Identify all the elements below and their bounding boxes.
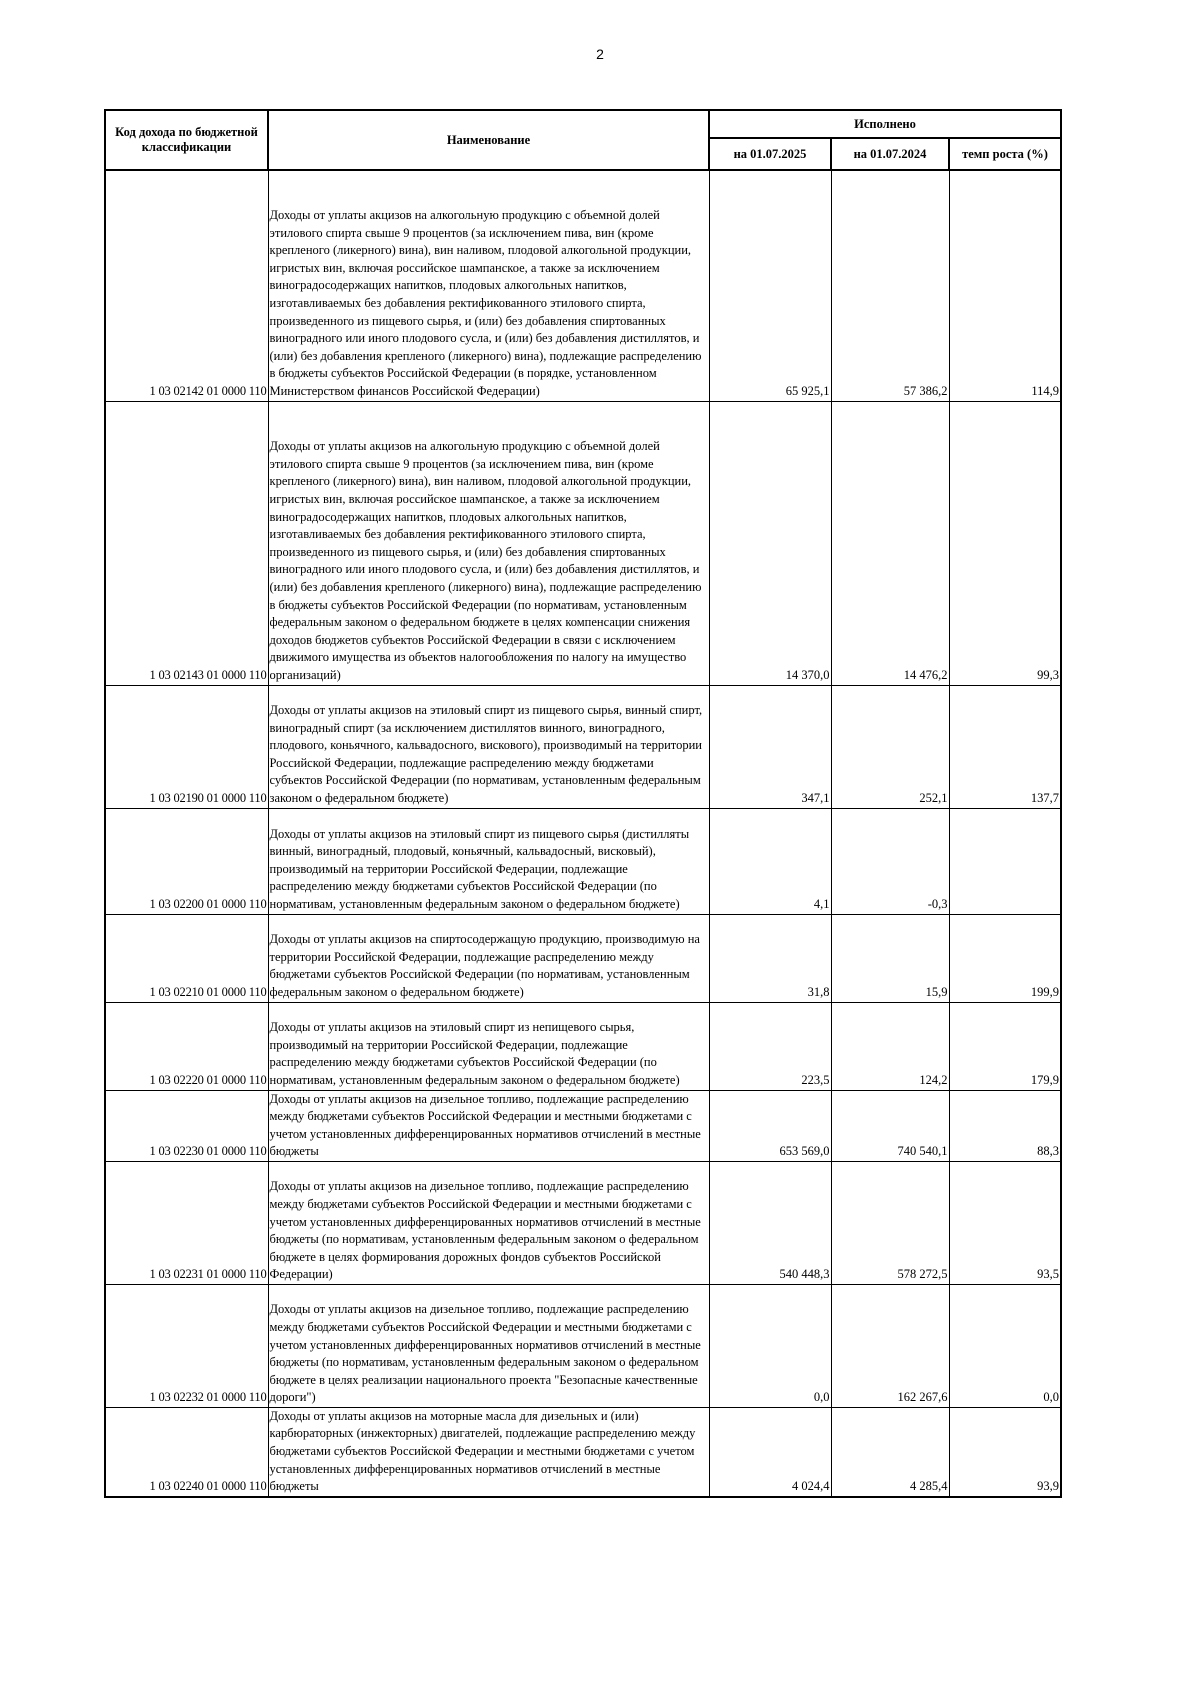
table-row [105,685,1061,808]
row-value-2025: 65 925,1 [709,170,831,401]
row-name: Доходы от уплаты акцизов на алкогольную продукцию с объемной долей этилового спирта свыше 9 процентов (за исключением пива, вин (кроме крепленого (ликерного) вина), вин наливом, плодовой алкогольной продукции, игристых вин, включая российское шампанское, а также за исключением виноградосодержащих напитков, плодовых алкогольных напитков, изготавливаемых без добавления ректификованного этилового спирта, произведенного из пищевого сырья, и (или) без добавления спиртованных виноградного или иного плодового сусла, и (или) без добавления дистиллятов, и (или) без добавления крепленого (ликерного) вина), подлежащие распределению в бюджеты субъектов Российской Федерации (по нормативам, установленным федеральным законом о федеральном бюджете в целях компенсации снижения доходов бюджетов субъектов Российской Федерации в связи с исключением движимого имущества из объектов налогообложения по налогу на имущество организаций) [268,401,709,685]
header-code: Код дохода по бюджетной классификации [105,110,268,170]
row-code: 1 03 02143 01 0000 110 [105,401,268,685]
row-name: Доходы от уплаты акцизов на дизельное топливо, подлежащие распределению между бюджетами субъектов Российской Федерации и местными бюджетами с учетом установленных дифференцированных нормативов отчислений в местные бюджеты (по нормативам, установленным федеральным законом о федеральном бюджете в целях формирования дорожных фондов субъектов Российской Федерации) [268,1161,709,1284]
row-growth: 179,9 [949,1002,1061,1090]
row-code: 1 03 02232 01 0000 110 [105,1284,268,1407]
row-code: 1 03 02220 01 0000 110 [105,1002,268,1090]
row-growth: 93,9 [949,1407,1061,1496]
row-value-2024: 14 476,2 [831,401,949,685]
row-value-2024: 740 540,1 [831,1090,949,1161]
row-growth: 99,3 [949,401,1061,685]
row-code: 1 03 02190 01 0000 110 [105,685,268,808]
row-code: 1 03 02230 01 0000 110 [105,1090,268,1161]
row-value-2025: 14 370,0 [709,401,831,685]
table-row [105,1284,1061,1407]
row-value-2024: -0,3 [831,808,949,914]
header-date-prev: на 01.07.2024 [831,138,949,170]
row-value-2024: 4 285,4 [831,1407,949,1496]
row-value-2024: 578 272,5 [831,1161,949,1284]
table-row [105,808,1061,914]
header-name: Наименование [268,110,709,170]
row-name: Доходы от уплаты акцизов на алкогольную продукцию с объемной долей этилового спирта свыше 9 процентов (за исключением пива, вин (кроме крепленого (ликерного) вина), вин наливом, плодовой алкогольной продукции, игристых вин, включая российское шампанское, а также за исключением виноградосодержащих напитков, плодовых алкогольных напитков, изготавливаемых без добавления ректификованного этилового спирта, произведенного из пищевого сырья, и (или) без добавления спиртованных виноградного или иного плодового сусла, и (или) без добавления дистиллятов, и (или) без добавления крепленого (ликерного) вина), подлежащие распределению в бюджеты субъектов Российской Федерации (в порядке, установленном Министерством финансов Российской Федерации) [268,170,709,401]
row-name: Доходы от уплаты акцизов на дизельное топливо, подлежащие распределению между бюджетами субъектов Российской Федерации и местными бюджетами с учетом установленных дифференцированных нормативов отчислений в местные бюджеты (по нормативам, установленным федеральным законом о федеральном бюджете в целях реализации национального проекта "Безопасные качественные дороги") [268,1284,709,1407]
row-code: 1 03 02142 01 0000 110 [105,170,268,401]
row-value-2025: 4,1 [709,808,831,914]
row-growth: 137,7 [949,685,1061,808]
page-number: 2 [596,46,604,62]
table-row [105,914,1061,1002]
row-growth: 0,0 [949,1284,1061,1407]
header-date-current: на 01.07.2025 [709,138,831,170]
row-value-2025: 0,0 [709,1284,831,1407]
row-value-2024: 124,2 [831,1002,949,1090]
row-name: Доходы от уплаты акцизов на моторные масла для дизельных и (или) карбюраторных (инжекторных) двигателей, подлежащие распределению между бюджетами субъектов Российской Федерации и местными бюджетами с учетом установленных дифференцированных нормативов отчислений в местные бюджеты [268,1407,709,1496]
row-value-2025: 653 569,0 [709,1090,831,1161]
table-row [105,1090,1061,1161]
row-value-2025: 31,8 [709,914,831,1002]
revenue-table [104,109,1062,1498]
header-executed: Исполнено [709,110,1061,138]
row-growth: 93,5 [949,1161,1061,1284]
row-value-2024: 15,9 [831,914,949,1002]
row-value-2024: 162 267,6 [831,1284,949,1407]
row-value-2024: 252,1 [831,685,949,808]
row-growth [949,808,1061,914]
table-row [105,401,1061,685]
row-growth: 114,9 [949,170,1061,401]
row-value-2025: 223,5 [709,1002,831,1090]
row-value-2025: 540 448,3 [709,1161,831,1284]
row-growth: 88,3 [949,1090,1061,1161]
row-value-2025: 4 024,4 [709,1407,831,1496]
row-name: Доходы от уплаты акцизов на этиловый спирт из пищевого сырья, винный спирт, виноградный спирт (за исключением дистиллятов винного, виноградного, плодового, коньячного, кальвадосного, вискового), производимый на территории Российской Федерации, подлежащие распределению между бюджетами субъектов Российской Федерации (по нормативам, установленным федеральным законом о федеральном бюджете) [268,685,709,808]
header-growth: темп роста (%) [949,138,1061,170]
table-row [105,1407,1061,1496]
row-code: 1 03 02200 01 0000 110 [105,808,268,914]
row-code: 1 03 02240 01 0000 110 [105,1407,268,1496]
row-code: 1 03 02210 01 0000 110 [105,914,268,1002]
table-row [105,1161,1061,1284]
row-value-2025: 347,1 [709,685,831,808]
row-name: Доходы от уплаты акцизов на этиловый спирт из непищевого сырья, производимый на территории Российской Федерации, подлежащие распределению между бюджетами субъектов Российской Федерации (по нормативам, установленным федеральным законом о федеральном бюджете) [268,1002,709,1090]
table-row [105,1002,1061,1090]
row-code: 1 03 02231 01 0000 110 [105,1161,268,1284]
row-name: Доходы от уплаты акцизов на спиртосодержащую продукцию, производимую на территории Российской Федерации, подлежащие распределению между бюджетами субъектов Российской Федерации (по нормативам, установленным федеральным законом о федеральном бюджете) [268,914,709,1002]
row-name: Доходы от уплаты акцизов на дизельное топливо, подлежащие распределению между бюджетами субъектов Российской Федерации и местными бюджетами с учетом установленных дифференцированных нормативов отчислений в местные бюджеты [268,1090,709,1161]
row-name: Доходы от уплаты акцизов на этиловый спирт из пищевого сырья (дистилляты винный, виноградный, плодовый, коньячный, кальвадосный, висковый), производимый на территории Российской Федерации, подлежащие распределению между бюджетами субъектов Российской Федерации (по нормативам, установленным федеральным законом о федеральном бюджете) [268,808,709,914]
row-growth: 199,9 [949,914,1061,1002]
table-row [105,170,1061,401]
row-value-2024: 57 386,2 [831,170,949,401]
